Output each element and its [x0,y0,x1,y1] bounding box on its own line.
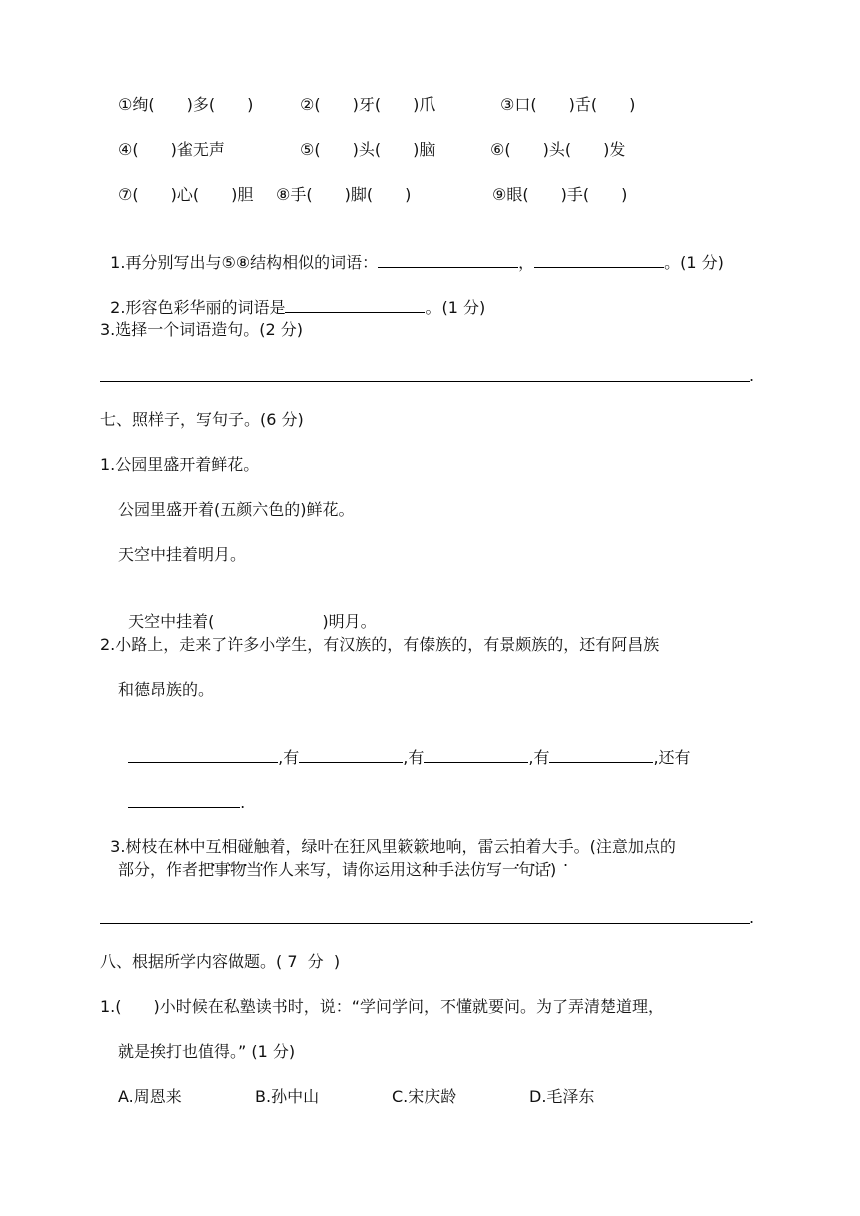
s7-q2-sep: ,有 [403,748,425,767]
answer-blank[interactable] [128,746,278,763]
option-a[interactable]: A.周恩来 [118,1087,182,1106]
emphasis-char: 大 [541,837,558,856]
s7-q3-text-c: 。(注意加点的 [573,837,676,856]
q6-2-score: 。(1 分) [425,298,486,317]
s8-q1-line1: 1.( )小时候在私塾读书时，说：“学问学问，不懂就要问。为了弄清楚道理， [100,997,665,1016]
q6-2-text: 2.形容色彩华丽的词语是 [110,298,286,317]
s7-q1-task: 天空中挂着明月。 [118,545,247,564]
s7-q3-line1 [100,814,676,858]
s7-q1-answer-suffix: )明月。 [322,612,377,631]
q6-1-text: 1.再分别写出与⑤⑧结构相似的词语： [110,253,379,272]
emphasis-char: 手 [557,837,574,856]
q6-2 [100,274,485,319]
answer-blank[interactable] [549,746,653,763]
s7-q3-emphasis-1 [205,837,269,856]
option-c[interactable]: C.宋庆龄 [392,1087,457,1106]
answer-blank[interactable] [378,251,518,268]
s7-q1-answer-prefix: 天空中挂着( [128,612,215,631]
option-d[interactable]: D.毛泽东 [529,1087,595,1106]
answer-blank[interactable] [299,746,403,763]
answer-blank[interactable] [534,251,664,268]
emphasis-char: 相 [221,837,238,856]
s7-q2-sep: ,有 [278,748,300,767]
answer-blank[interactable] [424,746,528,763]
option-b[interactable]: B.孙中山 [255,1087,320,1106]
emphasis-char: 触 [253,837,270,856]
section-7-title: 七、照样子，写句子。(6 分) [100,410,304,429]
idiom-5: ⑤( )头( )脑 [300,140,436,159]
answer-blank[interactable] [128,791,240,808]
s7-q2-line1: 2.小路上，走来了许多小学生，有汉族的，有傣族的，有景颇族的，还有阿昌族 [100,635,660,654]
q6-1-sep: ， [518,253,535,272]
line-end-dot: . [749,908,755,927]
s7-q3-line2: 部分，作者把事物当作人来写，请你运用这种手法仿写一句话) [118,860,557,879]
s7-q1-example-expanded: 公园里盛开着(五颜六色的)鲜花。 [118,500,355,519]
s7-q2-blanks [118,724,691,769]
idiom-8: ⑧手( )脚( ) [276,185,412,204]
s7-q2-end: . [240,793,246,812]
emphasis-char: 着 [525,837,542,856]
s7-q1-example: 1.公园里盛开着鲜花。 [100,455,260,474]
q6-1 [100,229,724,274]
s7-q1-answer-line [118,589,377,633]
s7-q3-text-a: 3.树枝在林中 [110,837,206,856]
s7-q2-blank-last [118,769,245,814]
answer-blank[interactable] [285,296,425,313]
line-end-dot: . [749,366,755,385]
idiom-3: ③口( )舌( ) [500,95,636,114]
s7-q2-line2: 和德昂族的。 [118,680,215,699]
s8-q1-line2: 就是挨打也值得。” (1 分) [118,1042,296,1061]
q6-3: 3.选择一个词语造句。(2 分) [100,320,304,339]
section-8-title: 八、根据所学内容做题。( 7 分 ) [100,952,341,971]
answer-line[interactable] [100,923,750,924]
emphasis-char: 碰 [237,837,254,856]
idiom-7: ⑦( )心( )胆 [118,185,254,204]
idiom-9: ⑨眼( )手( ) [492,185,628,204]
s7-q2-sep: ,有 [528,748,550,767]
answer-line[interactable] [100,381,750,382]
s7-q3-text-b: 着，绿叶在狂风里簌簌地响，雷云 [269,837,510,856]
idiom-4: ④( )雀无声 [118,140,225,159]
emphasis-char: 互 [205,837,222,856]
idiom-1: ①绚( )多( ) [118,95,254,114]
idiom-6: ⑥( )头( )发 [490,140,626,159]
emphasis-char: 拍 [509,837,526,856]
q6-1-score: 。(1 分) [664,253,724,272]
s7-q2-sep: ,还有 [653,748,691,767]
idiom-2: ②( )牙( )爪 [300,95,436,114]
s7-q3-emphasis-2 [510,837,574,856]
